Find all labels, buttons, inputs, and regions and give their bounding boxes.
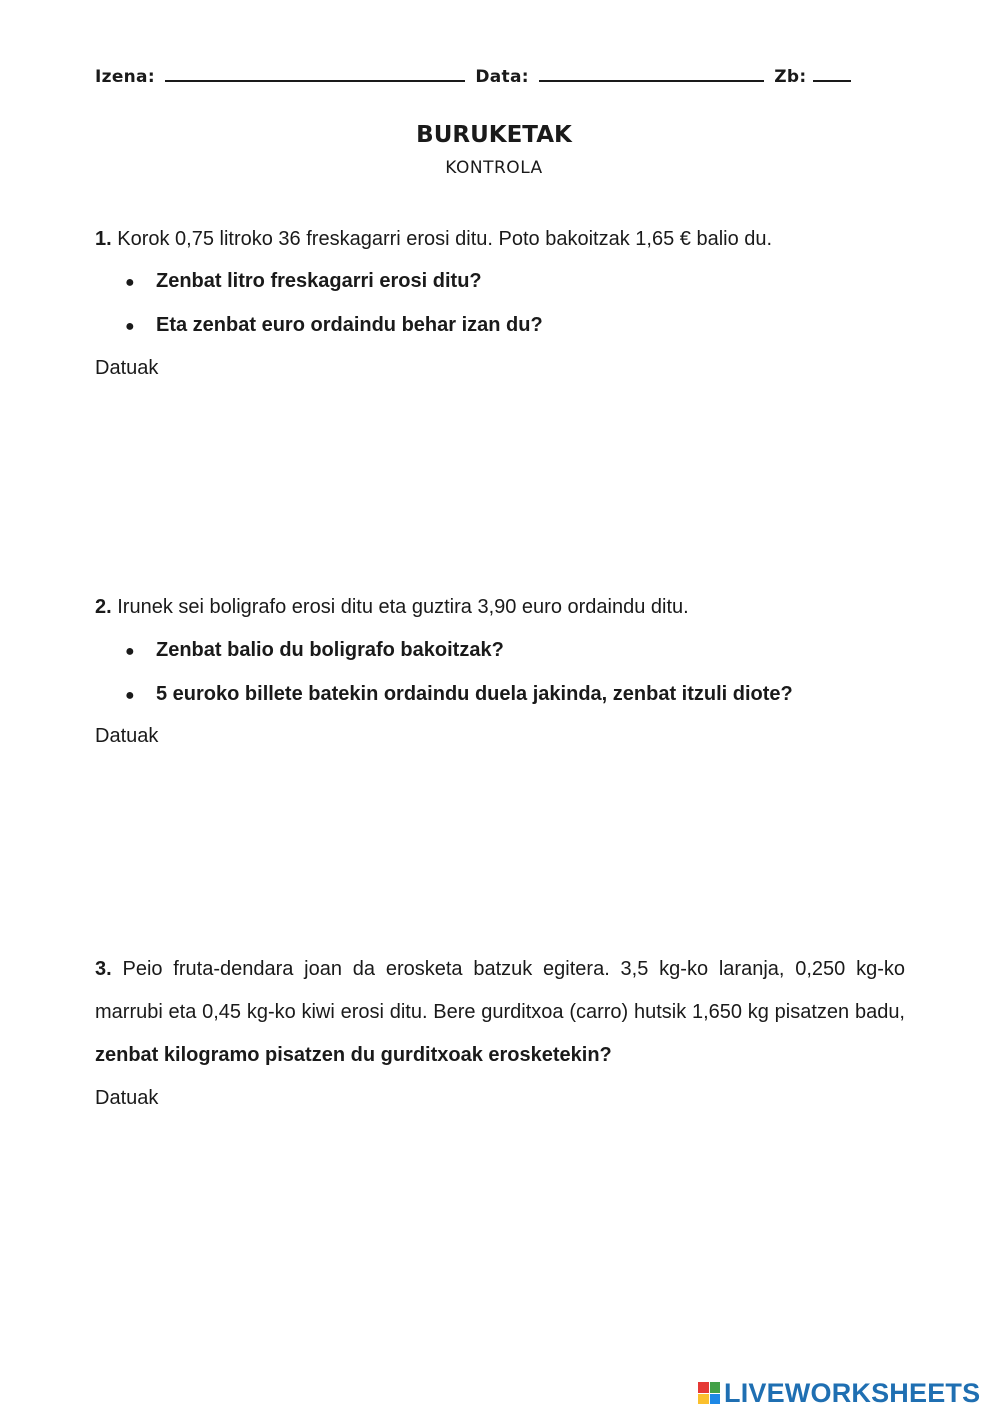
liveworksheets-mark-icon bbox=[698, 1382, 720, 1404]
question-text: Zenbat litro freskagarri erosi ditu? bbox=[156, 270, 482, 292]
problem-2-question-2 bbox=[125, 683, 793, 706]
bullet-icon: ● bbox=[125, 687, 135, 704]
page-subtitle: KONTROLA bbox=[445, 158, 543, 178]
question-text: Zenbat balio du boligrafo bakoitzak? bbox=[156, 639, 504, 661]
problem-3-data-label: Datuak bbox=[95, 1087, 159, 1109]
problem-1-question-1 bbox=[125, 270, 482, 293]
problem-3-text: Peio fruta-dendara joan da erosketa batzuk egitera. 3,5 kg-ko laranja, 0,250 kg-ko marrubi eta 0,45 kg-ko kiwi erosi ditu. Bere gurditxoa (carro) hutsik 1,650 kg pisatzen badu, bbox=[95, 958, 905, 1023]
problem-2-statement bbox=[95, 586, 905, 629]
date-label: Data: bbox=[475, 67, 529, 87]
problem-2-number: 2. bbox=[95, 596, 112, 618]
bullet-icon: ● bbox=[125, 643, 135, 660]
number-label: Zb: bbox=[774, 67, 807, 87]
problem-1-text: Korok 0,75 litroko 36 freskagarri erosi ditu. Poto bakoitzak 1,65 € balio du. bbox=[111, 228, 773, 250]
bullet-icon: ● bbox=[125, 318, 135, 335]
page-title: BURUKETAK bbox=[416, 122, 572, 148]
problem-3-question: zenbat kilogramo pisatzen du gurditxoak erosketekin? bbox=[95, 1044, 612, 1066]
problem-3-number: 3. bbox=[95, 958, 112, 980]
number-blank[interactable] bbox=[813, 64, 851, 82]
problem-1-number: 1. bbox=[95, 228, 112, 250]
question-text: Eta zenbat euro ordaindu behar izan du? bbox=[156, 314, 543, 336]
problem-3-statement bbox=[95, 948, 905, 1077]
problem-1-data-label: Datuak bbox=[95, 357, 159, 379]
problem-2-question-1 bbox=[125, 639, 504, 662]
logo-text: LIVEWORKSHEETS bbox=[724, 1377, 981, 1408]
bullet-icon: ● bbox=[125, 274, 135, 291]
problem-1-question-2 bbox=[125, 314, 543, 337]
student-info-line bbox=[95, 64, 855, 87]
date-blank[interactable] bbox=[539, 64, 764, 82]
problem-2-text: Irunek sei boligrafo erosi ditu eta guztira 3,90 euro ordaindu ditu. bbox=[111, 596, 689, 618]
problem-1-statement bbox=[95, 218, 905, 261]
question-text: 5 euroko billete batekin ordaindu duela jakinda, zenbat itzuli diote? bbox=[156, 683, 793, 705]
name-label: Izena: bbox=[95, 67, 155, 87]
problem-2-data-label: Datuak bbox=[95, 725, 159, 747]
name-blank[interactable] bbox=[165, 64, 465, 82]
liveworksheets-logo bbox=[698, 1378, 980, 1408]
